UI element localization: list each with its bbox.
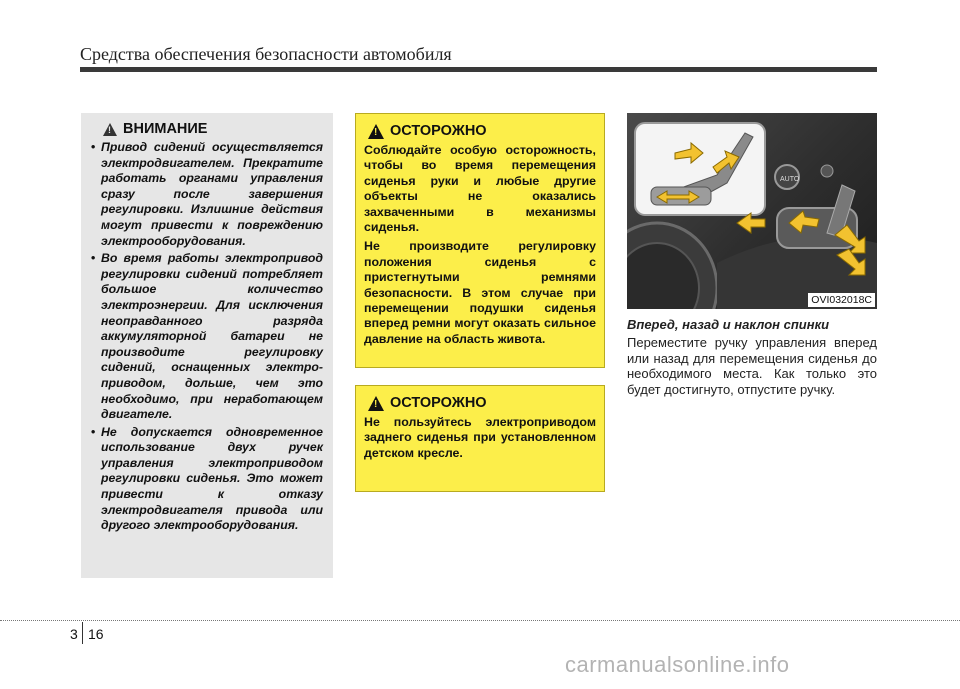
seat-controls-photo <box>627 113 877 309</box>
warning-triangle-icon <box>368 396 384 411</box>
attention-header <box>103 121 323 137</box>
caution-paragraph: Соблюдайте особую осторожность, чтобы во время перемещения сиденья руки и любые другие объекты не оказались захваченными в механизмы сиденья. <box>364 143 596 235</box>
page-header-title: Средства обеспечения безопасности автомобиля <box>80 44 452 64</box>
seat-controls-illustration <box>627 113 877 309</box>
header-rule <box>80 67 877 72</box>
caution-title: ОСТОРОЖНО <box>390 123 487 139</box>
attention-item: • Не допускается одновременное использование двух ручек управления электроприводом регулировки сиденья. Это может привести к отказу электродвигателя привода или другого электрооборудования. <box>91 425 323 534</box>
caution-box-child-seat <box>355 385 605 492</box>
chapter-number: 3 <box>70 626 78 642</box>
image-code: OVI032018C <box>808 293 875 307</box>
page-number: 16 <box>88 626 104 642</box>
warning-triangle-icon <box>368 124 384 139</box>
watermark: carmanualsonline.info <box>565 652 790 677</box>
caution-paragraph: Не производите регулировку положения сиденья с пристегнутыми ремнями безопасности. В этом случае при перемещении подушки сиденья вперед ремни могут оказать сильное давление на область живота. <box>364 239 596 346</box>
attention-item: • Во время работы электропривод регулировки сидений потребляет большое количество электроэнергии. Для исключения неоправданного разряда аккумуляторной батареи не производите регулировку сидений, оснащенных электро-приводом, дольше, чем это необходимо, при неработающем двигателе. <box>91 251 323 423</box>
caution-header <box>368 395 596 411</box>
warning-triangle-icon <box>103 123 117 136</box>
footer-rule <box>0 620 960 621</box>
caution-header <box>368 123 596 139</box>
attention-title: ВНИМАНИЕ <box>123 121 208 137</box>
section-subheading: Вперед, назад и наклон спинки <box>627 317 830 332</box>
section-body: Переместите ручку управления вперед или назад для перемещения сиденья до необходимого места. Как только это будет достигнуто, отпустите ручку. <box>627 335 877 397</box>
caution-paragraph: Не пользуйтесь электроприводом заднего сиденья при установленном детском кресле. <box>364 415 596 460</box>
caution-box-hands <box>355 113 605 368</box>
auto-button-label: AUTO <box>780 176 800 183</box>
attention-box <box>81 113 333 578</box>
caution-title: ОСТОРОЖНО <box>390 395 487 411</box>
attention-list <box>91 140 323 534</box>
attention-item: • Привод сидений осуществляется электродвигателем. Прекратите работать органами управления сразу после завершения регулировки. Излишние действия могут привести к повреждению электрооборудования. <box>91 140 323 249</box>
footer-separator <box>82 622 83 644</box>
